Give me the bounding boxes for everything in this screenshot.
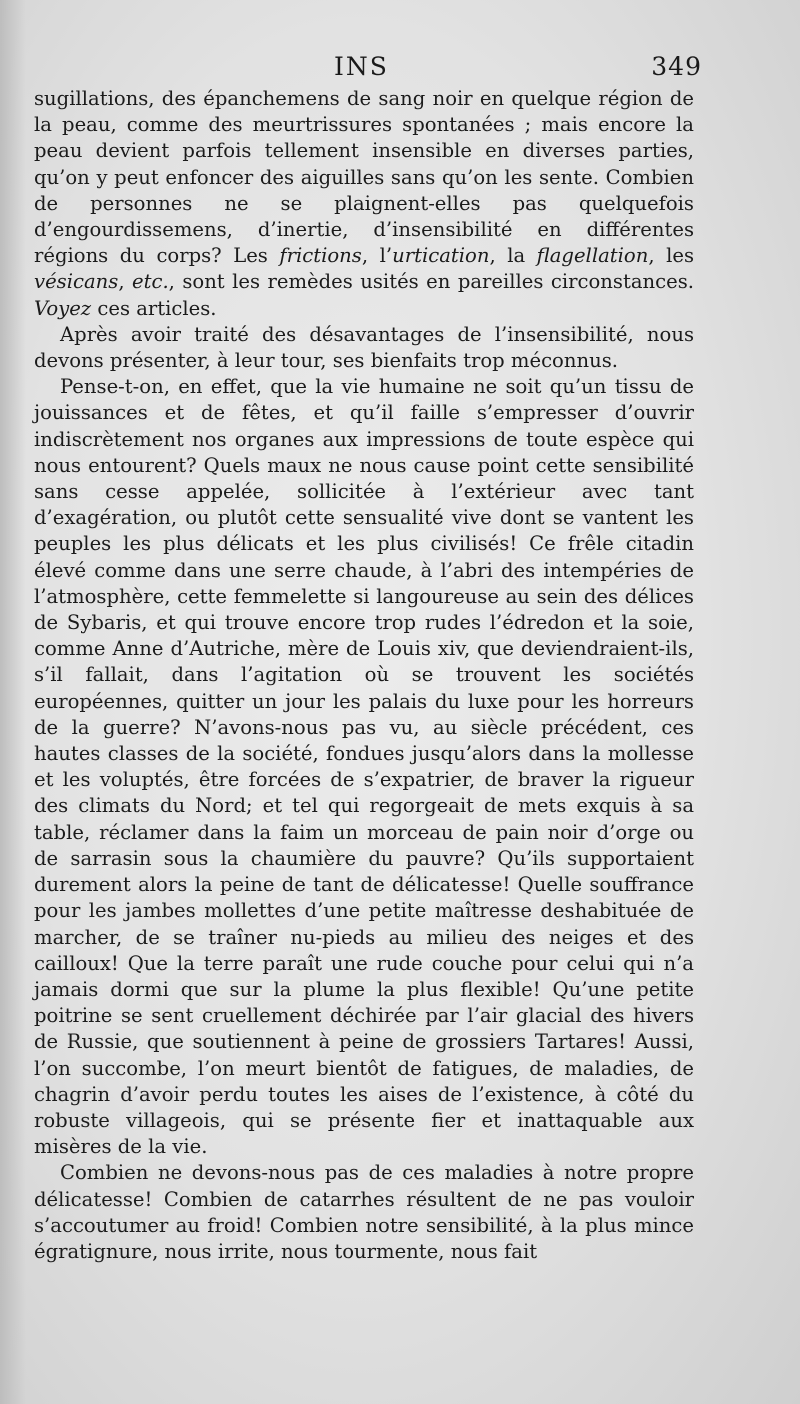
italic-term: vésicans <box>34 270 119 294</box>
italic-term: frictions <box>279 244 362 268</box>
paragraph <box>34 322 694 374</box>
paragraph <box>34 374 694 1160</box>
running-head: INS <box>334 52 389 81</box>
italic-term: etc. <box>132 270 169 294</box>
page-gutter-shadow <box>0 0 26 1404</box>
text-segment: , les <box>648 244 695 268</box>
italic-term: urtication <box>392 244 490 268</box>
text-segment: Combien ne devons-nous pas de ces maladies à notre propre délicatesse! Combien de catarrhes résultent de ne pas vouloir s’accoutumer au froid! Combien notre sensibilité, à la plus mince égratignure, nous irrite, nous tourmente, nous fait <box>34 1161 694 1263</box>
page-number: 349 <box>651 52 702 81</box>
text-segment: , la <box>489 244 537 268</box>
text-segment: Pense-t-on, en effet, que la vie humaine ne soit qu’un tissu de jouissances et de fêtes, et qu’il faille s’empresser d’ouvrir indiscrètement nos organes aux impressions de toute espèce qui nous entourent? Quels maux ne nous cause point cette sensibilité sans cesse appelée, sollicitée à l’extérieur avec tant d’exagération, ou plutôt cette sensualité vive dont se vantent les peuples les plus délicats et les plus civilisés! Ce frêle citadin élevé comme dans une serre chaude, à l’abri des intempéries de l’atmosphère, cette femmelette si langoureuse au sein des délices de Sybaris, et qui trouve encore trop rudes l’édredon et la soie, comme Anne d’Autriche, mère de Louis xiv, que deviendraient-ils, s’il fallait, dans l’agitation où se trouvent les sociétés européennes, quitter un jour les palais du luxe pour les horreurs de la guerre? N’avons-nous pas vu, au siècle précédent, ces hautes classes de la société, fondues jusqu’alors dans la mollesse et les voluptés, être forcées de s’expatrier, de braver la rigueur des climats du Nord; et tel qui regorgeait de mets exquis à sa table, réclamer dans la faim un morceau de pain noir d’orge ou de sarrasin sous la chaumière du pauvre? Qu’ils supportaient durement alors la peine de tant de délicatesse! Quelle souffrance pour les jambes mollettes d’une petite maîtresse deshabituée de marcher, de se traîner nu-pieds au milieu des neiges et des cailloux! Que la terre paraît une rude couche pour celui qui n’a jamais dormi que sur la plume la plus flexible! Qu’une petite poitrine se sent cruellement déchirée par l’air glacial des hivers de Russie, que soutiennent à peine de grossiers Tartares! Aussi, l’on succombe, l’on meurt bientôt de fatigues, de maladies, de chagrin d’avoir perdu toutes les aises de l’existence, à côté du robuste villageois, qui se présente fier et inattaquable aux misères de la vie. <box>34 375 694 1159</box>
text-segment: sugillations, des épanchemens de sang noir en quelque région de la peau, comme des meurtrissures spontanées ; mais encore la peau devient parfois tellement insensible en diverses parties, qu’on y peut enfoncer des aiguilles sans qu’on les sente. Combien de personnes ne se plaignent-elles pas quelquefois d’engourdissemens, d’inertie, d’insensibilité en différentes régions du corps? Les <box>34 87 694 268</box>
text-segment: Après avoir traité des désavantages de l’insensibilité, nous devons présenter, à leur tour, ses bienfaits trop méconnus. <box>34 322 694 373</box>
paragraph <box>34 1160 694 1265</box>
text-segment: , l’ <box>361 244 393 268</box>
text-segment: ces articles. <box>91 296 217 320</box>
text-segment: , <box>118 270 132 294</box>
paragraph <box>34 86 694 322</box>
italic-term: Voyez <box>34 296 92 320</box>
italic-term: flagellation <box>536 244 649 268</box>
body-text <box>34 86 694 1265</box>
text-segment: , sont les remèdes usités en pareilles circonstances. <box>168 270 694 294</box>
